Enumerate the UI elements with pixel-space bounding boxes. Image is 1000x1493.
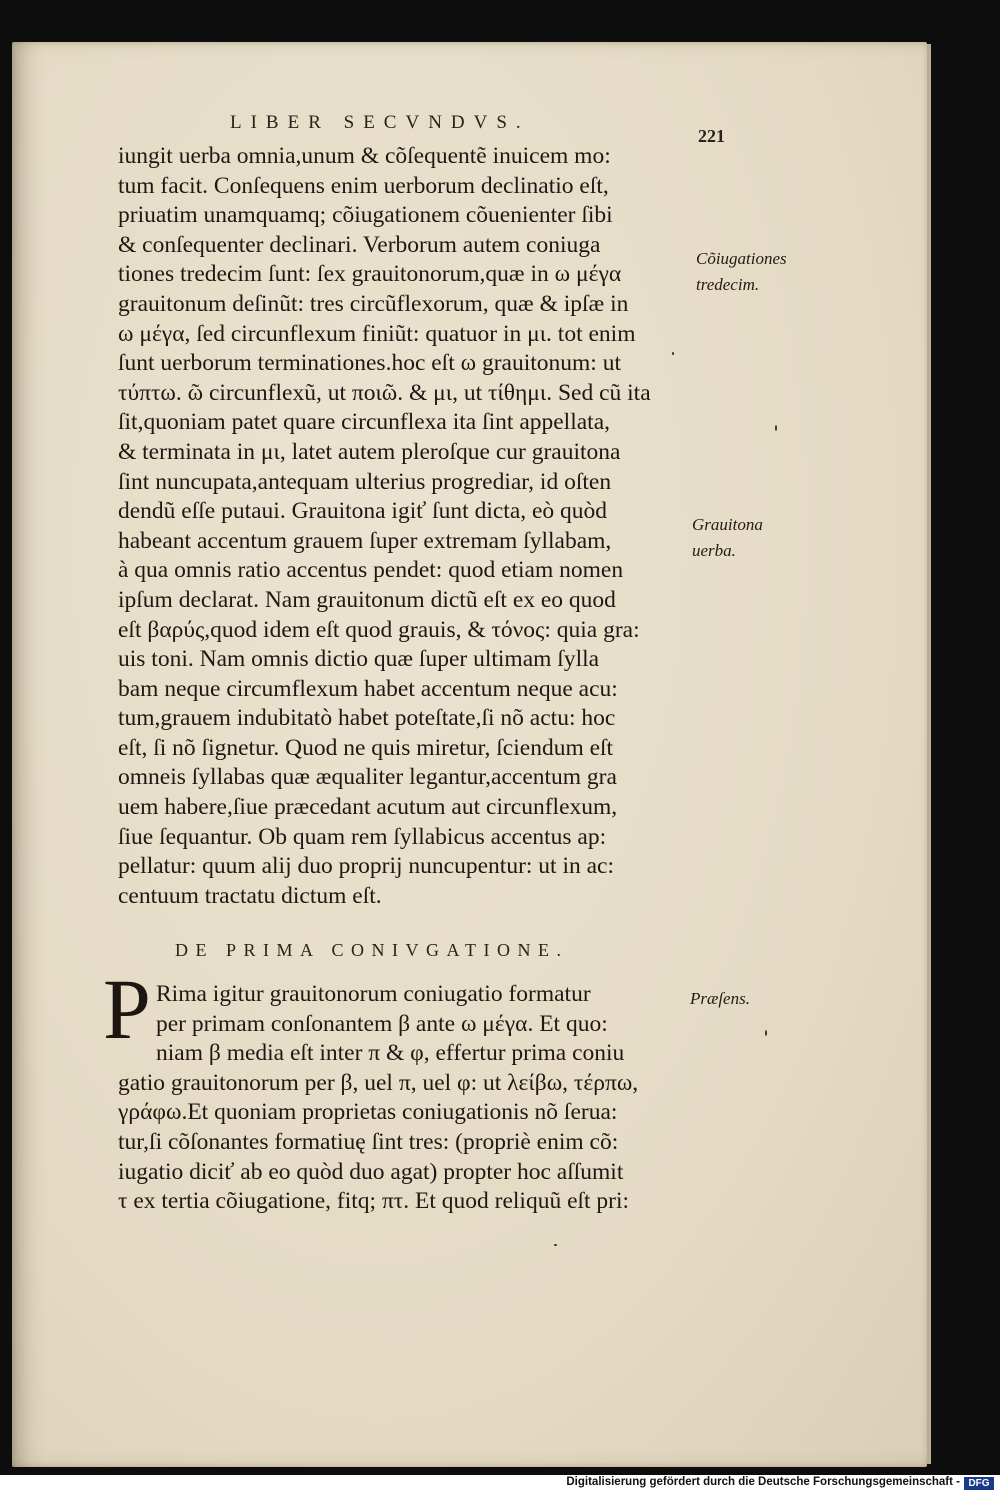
margin-note-line: Cõiugationes	[696, 249, 787, 268]
running-head: LIBER SECVNDVS.	[230, 112, 530, 133]
ink-speck	[765, 1030, 767, 1036]
text-line: omneis ſyllabas quæ æqualiter legantur,accentum gra	[118, 764, 617, 791]
text-line: eſt βαρύς,quod idem eſt quod grauis, & τόνος: quia gra:	[118, 616, 640, 643]
body-text	[118, 142, 684, 911]
margin-note-line: Præſens.	[690, 989, 750, 1008]
text-line: ſunt uerborum terminationes.hoc eſt ω grauitonum: ut	[118, 350, 621, 377]
text-line: dendũ eſſe putaui. Grauitona igiť ſunt dicta, eò quòd	[118, 498, 608, 525]
margin-note-grauitona	[692, 512, 763, 564]
text-line: tum facit. Conſequens enim uerborum declinatio eſt,	[118, 172, 609, 199]
text-line: Rima igitur grauitonorum coniugatio formatur	[156, 981, 591, 1007]
text-line: pellatur: quum alij duo proprij nuncupentur: ut in ac:	[118, 853, 615, 880]
text-line: γράφω.Et quoniam proprietas coniugationis nõ ſerua:	[118, 1099, 618, 1126]
text-line: ipſum declarat. Nam grauitonum dictũ eſt ex eo quod	[118, 586, 616, 613]
page-edge	[927, 44, 931, 1464]
text-line: tum,grauem indubitatò habet poteſtate,ſi nõ actu: hoc	[118, 705, 616, 732]
margin-note-line: Grauitona	[692, 515, 763, 534]
text-line: ω μέγα, ſed circunflexum finiũt: quatuor in μι. tot enim	[118, 320, 636, 347]
text-line: & terminata in μι, latet autem pleroſque cur grauitona	[118, 438, 621, 465]
text-line: gatio grauitonorum per β, uel π, uel φ: ut λείβω, τέρπω,	[118, 1069, 639, 1096]
text-line: τύπτω. ῶ circunflexũ, ut ποιῶ. & μι, ut τίθημι. Sed cũ ita	[118, 379, 651, 406]
dfg-logo: DFG	[964, 1477, 994, 1490]
section-text	[118, 980, 684, 1217]
text-line: iugatio diciť ab eo quòd duo agat) propter hoc aſſumit	[118, 1158, 624, 1185]
footer-credit-bar	[0, 1475, 1000, 1493]
text-line: per primam conſonantem β ante ω μέγα. Et quo:	[156, 1010, 608, 1037]
margin-note-line: uerba.	[692, 541, 736, 560]
text-line: uem habere,ſiue præcedant acutum aut circunflexum,	[118, 794, 618, 821]
text-line: ſiue ſequantur. Ob quam rem ſyllabicus accentus ap:	[118, 823, 607, 850]
ink-speck	[554, 1244, 557, 1246]
drop-cap-initial: P	[103, 961, 151, 1057]
text-line: ſint nuncupata,antequam ulterius progrediar, id oſten	[118, 468, 612, 495]
text-line: & conſequenter declinari. Verborum autem coniuga	[118, 231, 601, 258]
ink-speck	[775, 425, 777, 431]
text-line: à qua omnis ratio accentus pendet: quod etiam nomen	[118, 557, 624, 584]
text-line: tiones tredecim ſunt: ſex grauitonorum,quæ in ω μέγα	[118, 261, 622, 288]
page-number: 221	[698, 126, 725, 146]
text-line: habeant accentum grauem ſuper extremam ſyllabam,	[118, 527, 612, 554]
text-line: grauitonum deſinũt: tres circũflexorum, quæ & ipſæ in	[118, 290, 629, 317]
text-line: tur,ſi cõſonantes formatiuę ſint tres: (propriè enim cõ:	[118, 1128, 619, 1155]
margin-note-line: tredecim.	[696, 275, 760, 294]
text-line: niam β media eſt inter π & φ, effertur prima coniu	[156, 1040, 625, 1067]
text-line: uis toni. Nam omnis dictio quæ ſuper ultimam ſylla	[118, 646, 600, 673]
text-line: priuatim unamquamq; cõiugationem cõuenienter ſibi	[118, 202, 613, 229]
footer-credit-text: Digitalisierung gefördert durch die Deutsche Forschungsgemeinschaft -	[566, 1476, 960, 1488]
section-heading: DE PRIMA CONIVGATIONE.	[175, 940, 569, 960]
text-line: ſit,quoniam patet quare circunflexa ita ſint appellata,	[118, 409, 610, 436]
text-line: centuum tractatu dictum eſt.	[118, 882, 382, 909]
margin-note-praesens	[690, 986, 750, 1012]
text-line: eſt, ſi nõ ſignetur. Quod ne quis miretur, ſciendum eſt	[118, 734, 614, 761]
text-line: iungit uerba omnia,unum & cõſequentẽ inuicem mo:	[118, 143, 611, 169]
text-line: bam neque circumflexum habet accentum neque acu:	[118, 675, 618, 702]
ink-speck	[672, 352, 674, 355]
text-line: τ ex tertia cõiugatione, fitq; πτ. Et quod reliquũ eſt pri:	[118, 1188, 630, 1215]
margin-note-coniugationes	[696, 246, 787, 298]
